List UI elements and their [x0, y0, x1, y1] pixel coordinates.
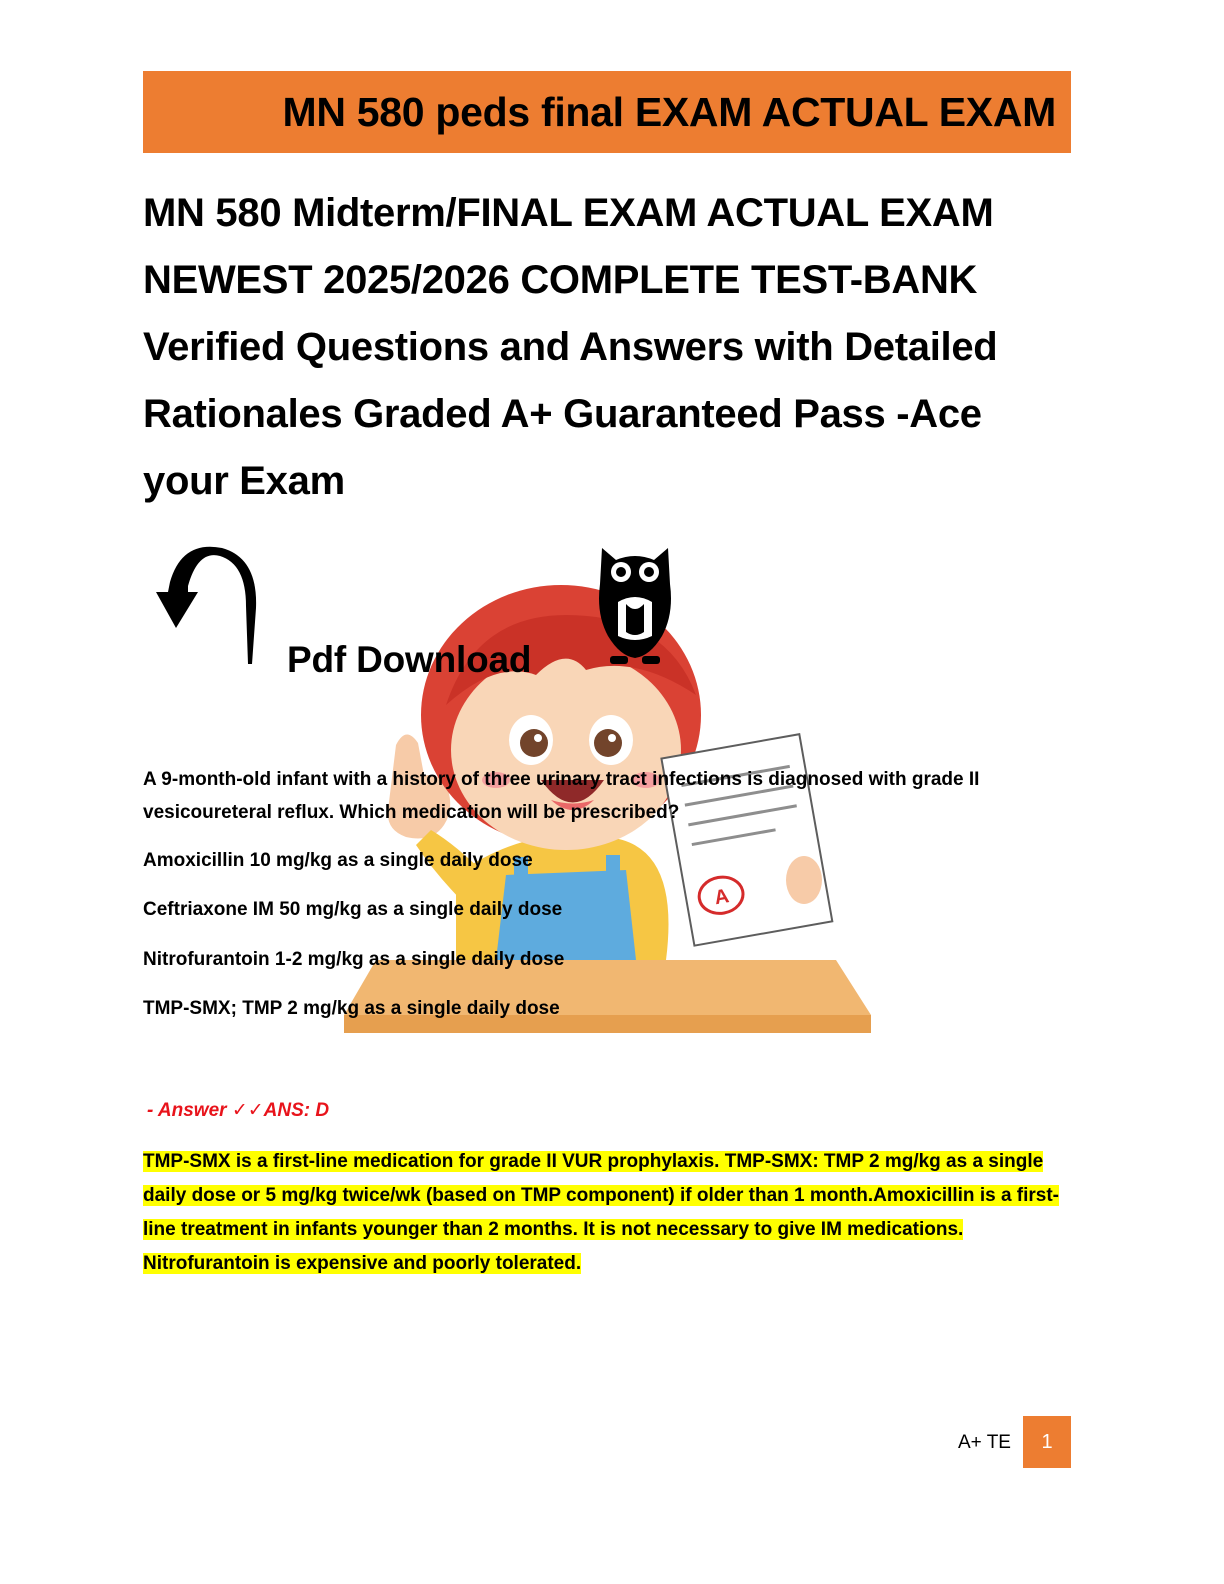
owl-icon — [596, 544, 674, 666]
svg-text:A: A — [712, 885, 731, 910]
document-title-line: your Exam — [143, 459, 345, 503]
rationale-highlight: TMP-SMX is a first-line medication for grade II VUR prophylaxis. TMP-SMX: TMP 2 mg/kg as a single daily dose or 5 mg/kg twice/wk (based on TMP component) if older than 1 month.Amoxicillin is a first-line treatment in infants younger than 2 months. It is not necessary to give IM medications. Nitrofurantoin is expensive and poorly tolerated. — [143, 1151, 1060, 1274]
document-title-line: NEWEST 2025/2026 COMPLETE TEST-BANK — [143, 258, 978, 302]
answer-option-d: TMP-SMX; TMP 2 mg/kg as a single daily dose — [143, 998, 560, 1019]
question-text: A 9-month-old infant with a history of three urinary tract infections is diagnosed with grade II vesicoureteral reflux. Which medication will be prescribed? — [143, 769, 980, 823]
banner-title: MN 580 peds final EXAM ACTUAL EXAM — [282, 89, 1056, 135]
answer-option-c: Nitrofurantoin 1-2 mg/kg as a single daily dose — [143, 949, 565, 970]
pdf-download-label[interactable]: Pdf Download — [287, 639, 532, 680]
return-arrow-icon — [154, 546, 260, 666]
answer-option-b: Ceftriaxone IM 50 mg/kg as a single daily dose — [143, 899, 563, 920]
footer-label: A+ TE — [958, 1432, 1011, 1453]
answer-rationale — [143, 1145, 1068, 1281]
document-title — [143, 180, 1073, 515]
answer-key: - Answer ✓✓ANS: D — [147, 1100, 330, 1121]
document-title-line: MN 580 Midterm/FINAL EXAM ACTUAL EXAM — [143, 191, 994, 235]
answer-option-a: Amoxicillin 10 mg/kg as a single daily dose — [143, 850, 533, 871]
document-title-line: Rationales Graded A+ Guaranteed Pass -Ace — [143, 392, 982, 436]
title-banner — [143, 71, 1071, 153]
page-number: 1 — [1023, 1416, 1071, 1468]
document-title-line: Verified Questions and Answers with Detailed — [143, 325, 998, 369]
